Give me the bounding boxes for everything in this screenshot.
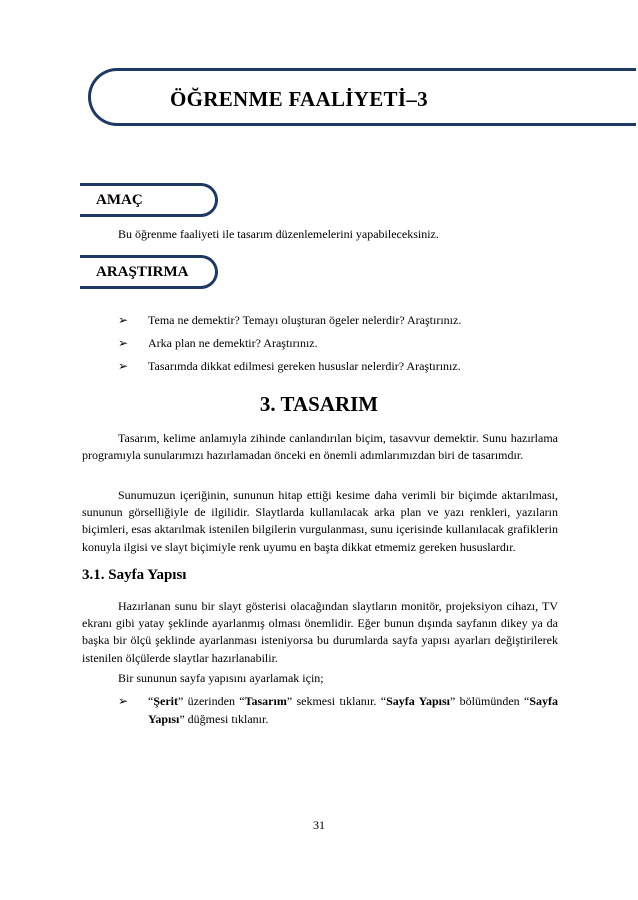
list-item-text: “Şerit” üzerinden “Tasarım” sekmesi tıklanır. “Sayfa Yapısı” bölümünden “Sayfa Yapısı” düğmesi tıklanır. (148, 694, 558, 726)
amac-text: Bu öğrenme faaliyeti ile tasarım düzenlemelerini yapabileceksiniz. (118, 227, 439, 241)
arrow-bullet-icon: ➢ (118, 336, 129, 350)
amac-label: AMAÇ (80, 183, 218, 217)
paragraph: Bir sununun sayfa yapısını ayarlamak için; (118, 671, 324, 685)
page-number: 31 (313, 818, 325, 832)
paragraph: Hazırlanan sunu bir slayt gösterisi olacağından slaytların monitör, projeksiyon cihazı, TV ekranı gibi yatay şeklinde ayarlanmış olması önemlidir. Eğer bunun dışında sayfanın dikey ya da başka bir ölçü şeklinde ayarlanması isteniyorsa bu durumlarda sayfa yapısı ayarları değiştirilerek istenilen ölçülerde slaytlar hazırlanabilir. (82, 599, 558, 665)
section-title: 3. TASARIM (259, 392, 379, 416)
arrow-bullet-icon: ➢ (118, 359, 129, 373)
arrow-bullet-icon: ➢ (118, 694, 129, 708)
paragraph: Sunumuzun içeriğinin, sununun hitap ettiği kesime daha verimli bir biçimde aktarılması, sununun görselliğiyle de ilgilidir. Slaytlarda kullanılacak arka plan ve yazı renkleri, yazıların biçimleri, esas aktarılmak istenilen bilgilerin vurgulanması, sunu içerisinde kullanılacak grafiklerin konuyla ilgisi ve slayt biçimiyle renk uyumu en başta dikkat etmemiz gereken hususlardır. (82, 488, 558, 554)
activity-title: ÖĞRENME FAALİYETİ–3 (170, 87, 428, 111)
list-item-text: Arka plan ne demektir? Araştırınız. (148, 336, 318, 350)
list-item-text: Tasarımda dikkat edilmesi gereken hususlar nelerdir? Araştırınız. (148, 359, 461, 373)
arrow-bullet-icon: ➢ (118, 313, 129, 327)
list-item (118, 692, 558, 728)
list-item-text: Tema ne demektir? Temayı oluşturan ögeler nelerdir? Araştırınız. (148, 313, 462, 327)
arastirma-label: ARAŞTIRMA (80, 255, 218, 289)
paragraph: Tasarım, kelime anlamıyla zihinde canlandırılan biçim, tasavvur demektir. Sunu hazırlama programıyla sunularımızı hazırlamadan önceki en önemli adımlarımızdan biri de tasarımdır. (82, 431, 558, 463)
subsection-title: 3.1. Sayfa Yapısı (82, 567, 187, 583)
